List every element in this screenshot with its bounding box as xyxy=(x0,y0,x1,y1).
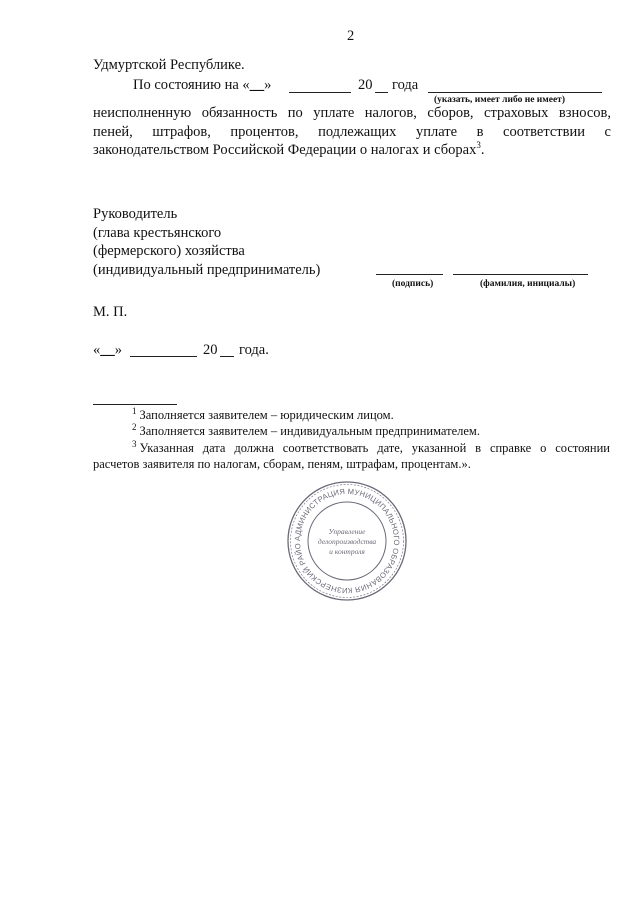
status-year-blank xyxy=(375,92,388,93)
stamp-center-line-1: Управление xyxy=(328,527,366,536)
signature-caption: (подпись) xyxy=(392,279,434,289)
stamp-graphic xyxy=(283,477,411,605)
footnote-1-text: Заполняется заявителем – юридическим лицом. xyxy=(139,408,394,422)
footnote-3 xyxy=(132,438,610,456)
footnote-3-num: 3 xyxy=(132,438,137,449)
footnote-3-line-2: расчетов заявителя по налогам, сборам, пеням, штрафам, процентам.». xyxy=(93,457,471,471)
name-blank xyxy=(453,274,588,275)
name-caption: (фамилия, инициалы) xyxy=(480,279,576,289)
date-day-blank: __ xyxy=(100,342,115,358)
footnote-1-num: 1 xyxy=(132,405,137,416)
signer-line-2: (глава крестьянского xyxy=(93,225,222,241)
footnote-separator xyxy=(93,404,177,405)
footnote-2-num: 2 xyxy=(132,421,137,432)
page-number: 2 xyxy=(347,28,355,44)
footnote-3-text-line-1: Указанная дата должна соответствовать дате, указанной в справке о состоянии xyxy=(139,441,610,455)
status-mid: » xyxy=(264,77,272,93)
date-open: « xyxy=(93,342,101,358)
footnote-1 xyxy=(132,405,394,423)
obligation-line-2: пеней, штрафов, процентов, подлежащих уплате в соответствии с xyxy=(93,124,611,140)
date-year-prefix: 20 xyxy=(203,342,218,358)
signature-blank xyxy=(376,274,443,275)
signer-line-4: (индивидуальный предприниматель) xyxy=(93,262,321,278)
obligation-line-3-text: законодательством Российской Федерации о налогах и сборах xyxy=(93,142,477,158)
status-year-word: года xyxy=(392,77,419,93)
date-month-blank xyxy=(130,356,197,357)
status-month-blank xyxy=(289,92,351,93)
obligation-line-3 xyxy=(93,142,484,159)
date-line xyxy=(93,342,122,359)
status-prefix: По состоянию на « xyxy=(133,77,250,93)
stamp-ring-text: АДМИНИСТРАЦИЯ МУНИЦИПАЛЬНОГО ОБРАЗОВАНИЯ КИЗНЕРСКИЙ РАЙО xyxy=(292,486,402,596)
date-year-blank xyxy=(220,356,234,357)
stamp-center-line-2: делопроизводства xyxy=(317,537,377,546)
seal-place-mark: М. П. xyxy=(93,304,128,320)
status-answer-blank xyxy=(428,92,602,93)
footnote-ref-3: 3 xyxy=(476,140,481,151)
signer-line-1: Руководитель xyxy=(93,206,178,222)
footnote-2-text: Заполняется заявителем – индивидуальным предпринимателем. xyxy=(139,424,480,438)
obligation-end: . xyxy=(480,142,485,158)
date-year-word: года. xyxy=(239,342,269,358)
status-hint: (указать, имеет либо не имеет) xyxy=(434,95,566,105)
status-day-blank: __ xyxy=(249,77,265,93)
date-close: » xyxy=(114,342,122,358)
obligation-line-1: неисполненную обязанность по уплате налогов, сборов, страховых взносов, xyxy=(93,105,611,121)
official-stamp xyxy=(283,477,411,605)
header-line: Удмуртской Республике. xyxy=(93,57,245,73)
footnote-2 xyxy=(132,421,480,439)
stamp-center-line-3: и контроля xyxy=(329,547,365,556)
status-line xyxy=(133,77,271,94)
signer-line-3: (фермерского) хозяйства xyxy=(93,243,245,259)
status-year-prefix: 20 xyxy=(358,77,373,93)
